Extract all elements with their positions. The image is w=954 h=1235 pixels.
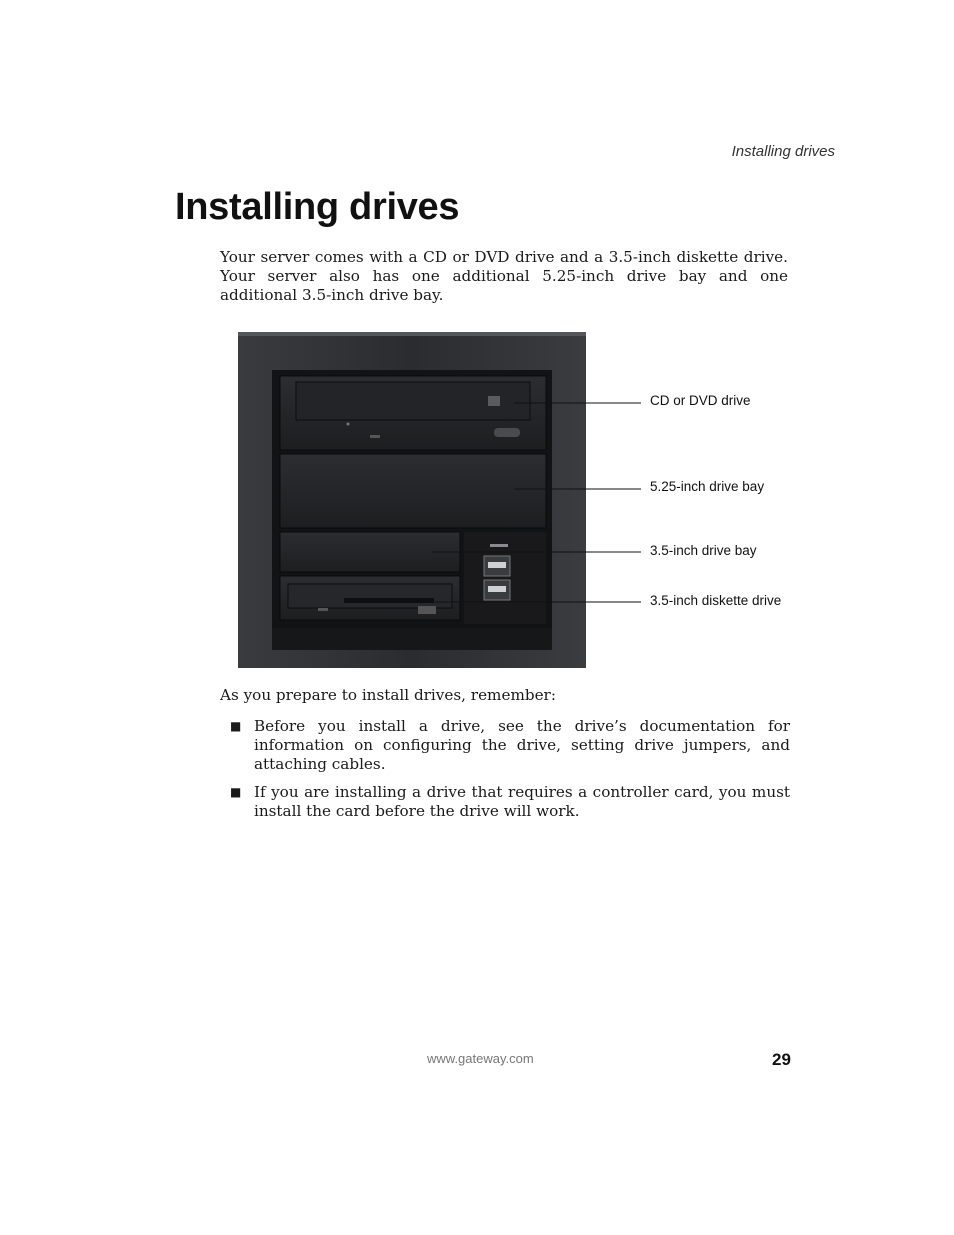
bullet-text: If you are installing a drive that requires a controller card, you must install the card before the drive will work.: [254, 783, 790, 820]
callout-cd-dvd-drive: CD or DVD drive: [650, 393, 751, 408]
callout-35-diskette-drive: 3.5-inch diskette drive: [650, 593, 782, 608]
usb-panel: [464, 532, 546, 624]
bullet-square-icon: ■: [230, 719, 242, 733]
intro-paragraph: Your server comes with a CD or DVD drive and a 3.5-inch diskette drive. Your server also has one additional 5.25-inch drive bay and one additional 3.5-inch drive bay.: [220, 248, 788, 304]
list-item: [230, 717, 790, 774]
cd-dvd-drive: [280, 376, 546, 450]
bullet-text: Before you install a drive, see the drive’s documentation for information on configuring the drive, setting drive jumpers, and attaching cables.: [254, 717, 790, 773]
page-number: 29: [772, 1050, 791, 1069]
bay-525-cover: [280, 454, 546, 528]
running-header: Installing drives: [731, 143, 835, 160]
eject-button: [494, 428, 520, 437]
diskette-drive: [280, 576, 460, 620]
bullet-square-icon: ■: [230, 785, 242, 799]
callout-525-drive-bay: 5.25-inch drive bay: [650, 479, 765, 494]
page-title: Installing drives: [175, 186, 460, 228]
lead-paragraph: As you prepare to install drives, remember:: [220, 686, 556, 704]
list-item: [230, 783, 790, 821]
server-front-panel-photo: [238, 332, 798, 668]
footer-url: www.gateway.com: [427, 1051, 534, 1066]
drive-bays-figure: [238, 332, 798, 668]
bullet-list: [230, 717, 790, 830]
usb-icon: [490, 544, 508, 547]
callout-35-drive-bay: 3.5-inch drive bay: [650, 543, 757, 558]
